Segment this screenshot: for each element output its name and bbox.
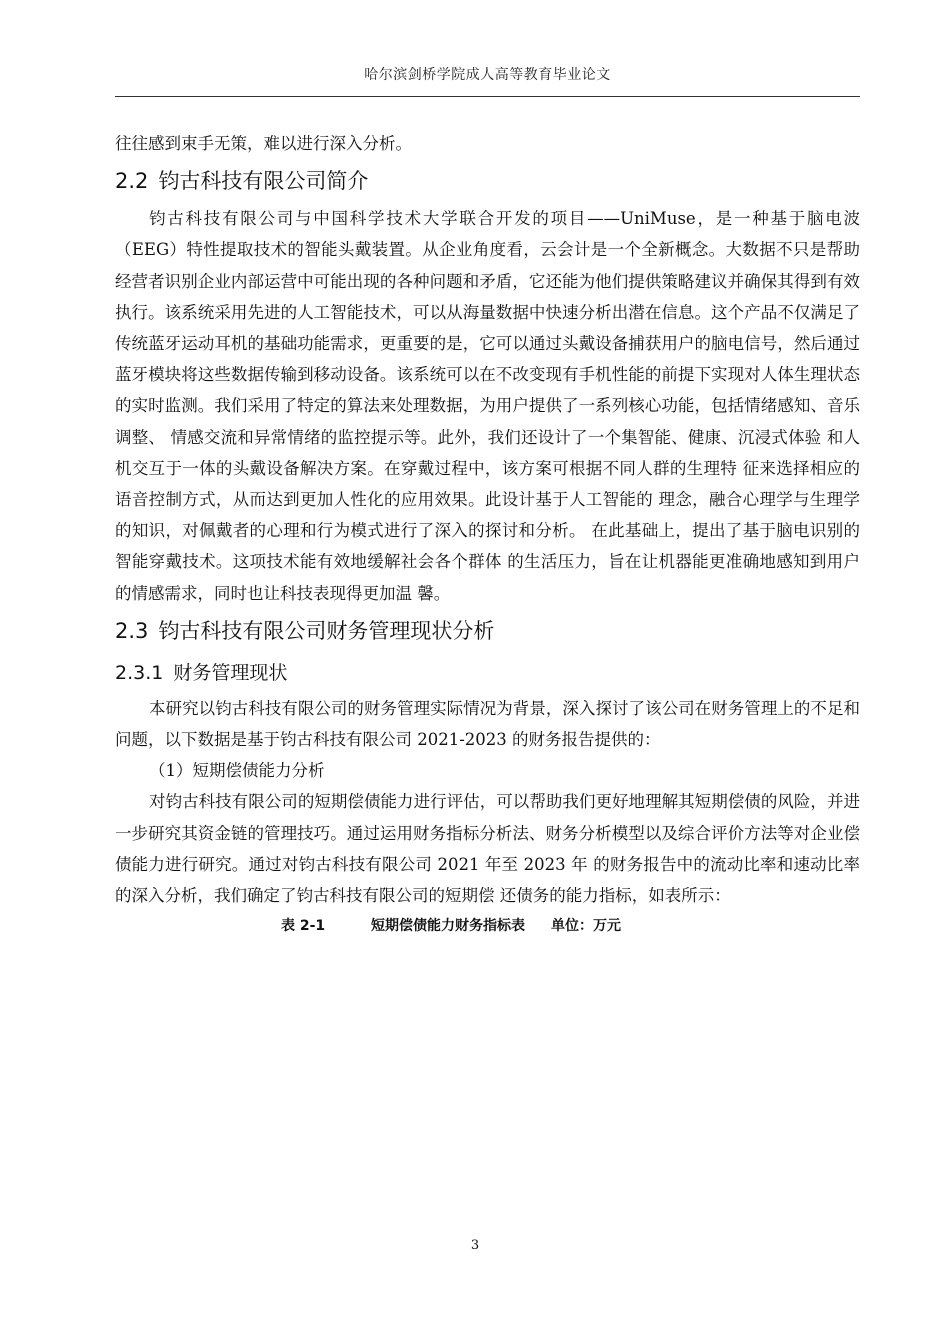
header-divider [115, 96, 860, 97]
subsection-heading-2-3-1 [115, 653, 860, 693]
section-title: 钧古科技有限公司财务管理现状分析 [158, 618, 495, 643]
section-number: 2.2 [115, 169, 149, 194]
page-number: 3 [470, 1238, 480, 1253]
table-unit: 单位：万元 [551, 918, 621, 935]
section-number: 2.3 [115, 618, 149, 643]
paragraph-financial-status: 本研究以钧古科技有限公司的财务管理实际情况为背景，深入探讨了该公司在财务管理上的不足和问题，以下数据是基于钧古科技有限公司 2021-2023 的财务报告提供的： [115, 698, 860, 750]
subsection-number: 2.3.1 [115, 661, 164, 684]
subsection-title: 财务管理现状 [173, 661, 288, 684]
section-heading-2-3 [115, 609, 860, 653]
section-title: 钧古科技有限公司简介 [158, 169, 369, 194]
page-body [115, 128, 860, 937]
list-item-short-term-solvency: （1）短期偿债能力分析 [149, 761, 325, 781]
table-number: 表 2-1 [281, 918, 326, 935]
page-header: 哈尔滨剑桥学院成人高等教育毕业论文 [364, 67, 611, 83]
section-heading-2-2 [115, 159, 860, 203]
table-caption [115, 915, 860, 937]
table-title: 短期偿债能力财务指标表 [371, 918, 525, 935]
paragraph-solvency-analysis: 对钧古科技有限公司的短期偿债能力进行评估，可以帮助我们更好地理解其短期偿债的风险，并进一步研究其资金链的管理技巧。通过运用财务指标分析法、财务分析模型以及综合评价方法等对企业偿债能力进行研究。通过对钧古科技有限公司 2021 年至 2023 年 的财务报告中的流动比率和速动比率的深入分析，我们确定了钧古科技有限公司的短期偿 还债务的能力指标，如表所示： [115, 792, 860, 906]
paragraph-company-intro: 钧古科技有限公司与中国科学技术大学联合开发的项目——UniMuse，是一种基于脑电波（EEG）特性提取技术的智能头戴装置。从企业角度看，云会计是一个全新概念。大数据不只是帮助经营者识别企业内部运营中可能出现的各种问题和矛盾，它还能为他们提供策略建议并确保其得到有效执行。该系统采用先进的人工智能技术，可以从海量数据中快速分析出潜在信息。这个产品不仅满足了传统蓝牙运动耳机的基础功能需求，更重要的是，它可以通过头戴设备捕获用户的脑电信号，然后通过蓝牙模块将这些数据传输到移动设备。该系统可以在不改变现有手机性能的前提下实现对人体生理状态的实时监测。我们采用了特定的算法来处理数据，为用户提供了一系列核心功能，包括情绪感知、音乐调整、 情感交流和异常情绪的监控提示等。此外，我们还设计了一个集智能、健康、沉浸式体验 和人机交互于一体的头戴设备解决方案。在穿戴过程中，该方案可根据不同人群的生理特 征来选择相应的语音控制方式，从而达到更加人性化的应用效果。此设计基于人工智能的 理念，融合心理学与生理学的知识，对佩戴者的心理和行为模式进行了深入的探讨和分析。 在此基础上，提出了基于脑电识别的智能穿戴技术。这项技术能有效地缓解社会各个群体 的生活压力，旨在让机器能更准确地感知到用户的情感需求，同时也让科技表现得更加温 馨。 [115, 209, 860, 603]
paragraph-continued: 往往感到束手无策，难以进行深入分析。 [115, 134, 412, 153]
